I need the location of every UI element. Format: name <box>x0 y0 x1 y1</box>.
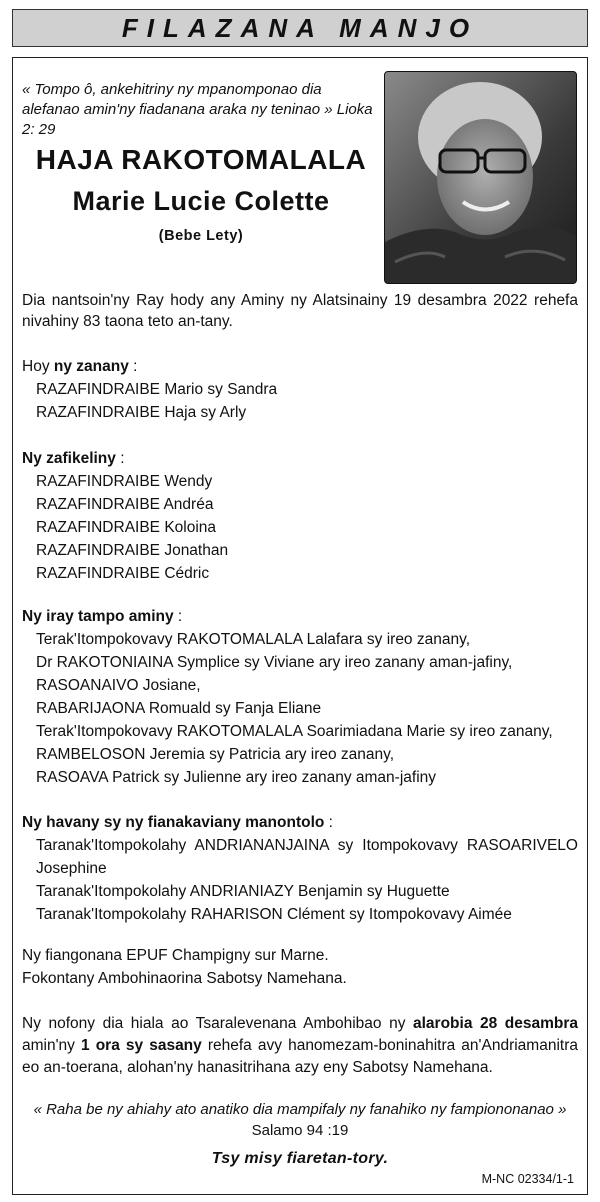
grandchildren-section <box>22 447 578 585</box>
opening-verse: « Tompo ô, ankehitriny ny mpanomponao dia alefanao amin'ny fiadanana araka ny teninao » Lioka 2: 29 <box>22 81 373 138</box>
relatives-section <box>22 811 578 926</box>
relatives-heading-suffix: : <box>324 814 333 831</box>
psalm-reference: Salamo 94 :19 <box>251 1122 349 1139</box>
burial-paragraph <box>22 1013 578 1079</box>
burial-text-3: rehefa avy hanomezam-boninahitra an'Andriamanitra eo an-toerana, alohan'ny hanasitrihana azy eny Sabotsy Namehana. <box>22 1037 578 1076</box>
children-heading-suffix: : <box>128 358 138 375</box>
children-heading <box>22 355 578 378</box>
list-item: Taranak'Itompokolahy ANDRIANANJAINA sy Itompokovavy RASOARIVELO Josephine <box>36 837 578 877</box>
list-item: RASOANAIVO Josiane, <box>36 677 201 694</box>
siblings-section <box>22 605 578 789</box>
grandchildren-heading <box>22 447 578 470</box>
siblings-heading-suffix: : <box>173 608 183 625</box>
list-item: Dr RAKOTONIAINA Symplice sy Viviane ary ireo zanany aman-jafiny, <box>36 654 513 671</box>
list-item: RAZAFINDRAIBE Mario sy Sandra <box>36 381 278 398</box>
list-item: RAZAFINDRAIBE Andréa <box>36 496 214 513</box>
list-item: RAZAFINDRAIBE Koloina <box>36 519 217 536</box>
list-item: RAZAFINDRAIBE Wendy <box>36 473 213 490</box>
church-line: Ny fiangonana EPUF Champigny sur Marne. <box>22 947 329 964</box>
burial-text-2: amin'ny <box>22 1037 81 1054</box>
list-item: Taranak'Itompokolahy RAHARISON Clément sy Itompokovavy Aimée <box>36 906 512 923</box>
fokontany-line: Fokontany Ambohinaorina Sabotsy Namehana. <box>22 970 347 987</box>
deceased-name-line2: Marie Lucie Colette <box>72 186 330 216</box>
burial-text-1: Ny nofony dia hiala ao Tsaralevenana Ambohibao ny <box>22 1015 413 1032</box>
death-announcement: Dia nantsoin'ny Ray hody any Aminy ny Alatsinainy 19 desambra 2022 rehefa nivahiny 83 taona teto an-tany. <box>22 292 578 330</box>
deceased-nickname: (Bebe Lety) <box>158 228 244 244</box>
deceased-name-line1: HAJA RAKOTOMALALA <box>35 144 367 175</box>
list-item: RAZAFINDRAIBE Cédric <box>36 565 210 582</box>
grandchildren-heading-suffix: : <box>115 450 125 467</box>
header-title: FILAZANA MANJO <box>121 12 479 43</box>
grandchildren-heading-label: Ny zafikeliny <box>22 450 116 467</box>
burial-time: 1 ora sy sasany <box>81 1037 202 1054</box>
list-item: RASOAVA Patrick sy Julienne ary ireo zanany aman-jafiny <box>36 769 437 786</box>
portrait-image <box>385 72 577 284</box>
list-item: RAZAFINDRAIBE Haja sy Arly <box>36 404 247 421</box>
deceased-portrait-photo <box>384 71 577 284</box>
church-section <box>22 944 578 990</box>
notice-reference-code: M-NC 02334/1-1 <box>481 1172 574 1186</box>
relatives-heading <box>22 811 578 834</box>
siblings-heading <box>22 605 578 628</box>
list-item: RAMBELOSON Jeremia sy Patricia ary ireo zanany, <box>36 746 395 763</box>
relatives-heading-label: Ny havany sy ny fianakaviany manontolo <box>22 814 325 831</box>
closing-quote: « Raha be ny ahiahy ato anatiko dia mampifaly ny fanahiko ny fampiononanao » <box>33 1101 567 1118</box>
burial-date: alarobia 28 desambra <box>413 1015 579 1032</box>
siblings-heading-label: Ny iray tampo aminy <box>22 608 174 625</box>
list-item: RABARIJAONA Romuald sy Fanja Eliane <box>36 700 322 717</box>
children-heading-prefix: Hoy <box>22 358 54 375</box>
list-item: Terak'Itompokovavy RAKOTOMALALA Lalafara sy ireo zanany, <box>36 631 470 648</box>
list-item: RAZAFINDRAIBE Jonathan <box>36 542 229 559</box>
no-flowers-note: Tsy misy fiaretan-tory. <box>211 1150 389 1167</box>
list-item: Taranak'Itompokolahy ANDRIANIAZY Benjamin sy Huguette <box>36 883 450 900</box>
children-section <box>22 355 578 424</box>
list-item: Terak'Itompokovavy RAKOTOMALALA Soarimiadana Marie sy ireo zanany, <box>36 723 553 740</box>
header-band <box>12 9 588 47</box>
children-heading-label: ny zanany <box>53 358 129 375</box>
